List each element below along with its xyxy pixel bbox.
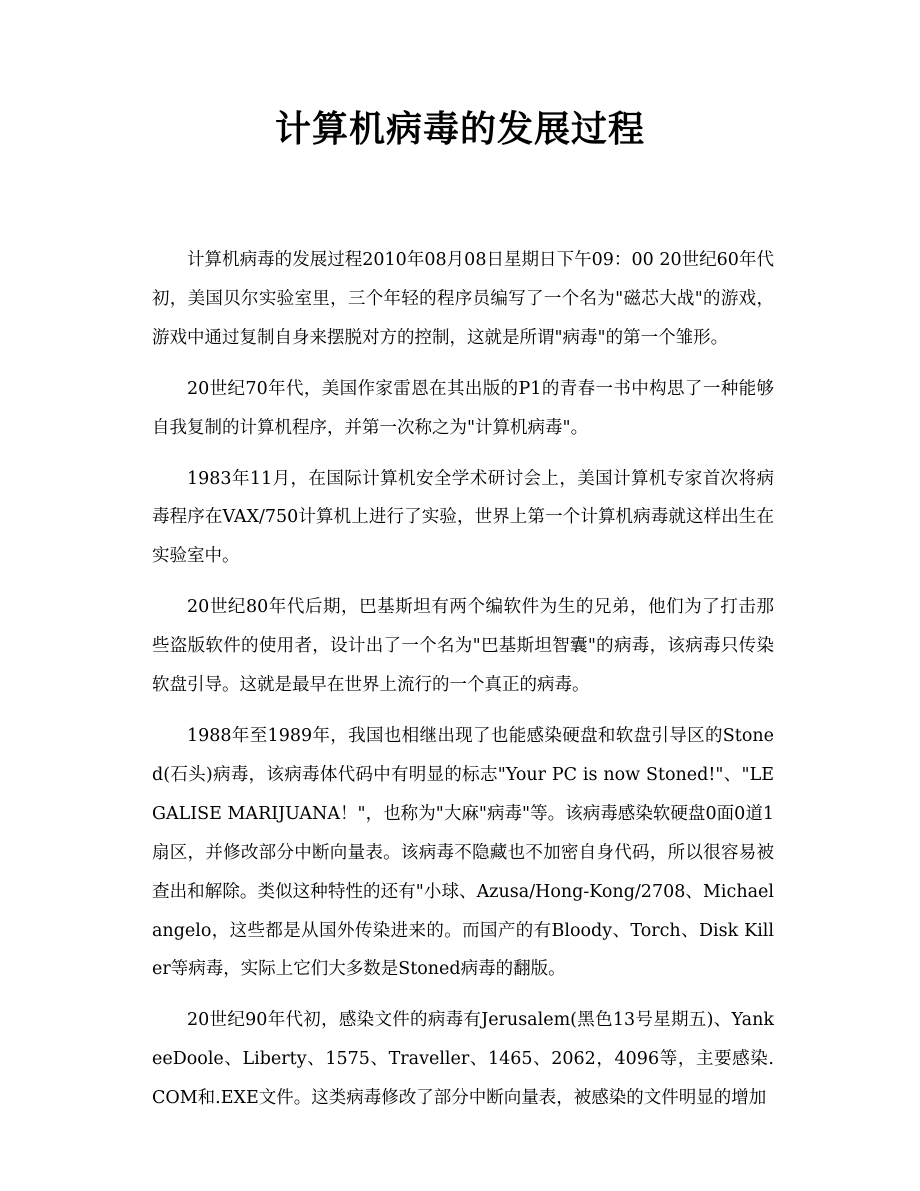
paragraph-1980s-brain-virus: 20世纪80年代后期，巴基斯坦有两个编软件为生的兄弟，他们为了打击那些盗版软件的使用者，设计出了一个名为"巴基斯坦智囊"的病毒，该病毒只传染软盘引导。这就是最早在世界上流行的一个真正的病毒。 [152,597,774,696]
paragraph-1983-experiment: 1983年11月，在国际计算机安全学术研讨会上，美国计算机专家首次将病毒程序在VAX/750计算机上进行了实验，世界上第一个计算机病毒就这样出生在实验室中。 [152,468,774,567]
paragraph-1960s-origin: 计算机病毒的发展过程2010年08月08日星期日下午09：00 20世纪60年代初，美国贝尔实验室里，三个年轻的程序员编写了一个名为"磁芯大战"的游戏，游戏中通过复制自身来摆脱对方的控制，这就是所谓"病毒"的第一个雏形。 [152,250,774,348]
document-title: 计算机病毒的发展过程 [274,108,645,150]
document-body [152,241,774,1130]
paragraph-1990s-file-viruses: 20世纪90年代初，感染文件的病毒有Jerusalem(黑色13号星期五)、YankeeDoole、Liberty、1575、Traveller、1465、2062，4096等，主要感染.COM和.EXE文件。这类病毒修改了部分中断向量表，被感染的文件明显的增加 [152,1010,774,1109]
paragraph-1970s-term: 20世纪70年代，美国作家雷恩在其出版的P1的青春一书中构思了一种能够自我复制的计算机程序，并第一次称之为"计算机病毒"。 [152,378,774,438]
paragraph-stoned-virus: 1988年至1989年，我国也相继出现了也能感染硬盘和软盘引导区的Stoned(石头)病毒，该病毒体代码中有明显的标志"Your PC is now Stoned!"、"LEGALISE MARIJUANA！"，也称为"大麻"病毒"等。该病毒感染软硬盘0面0道1扇区，并修改部分中断向量表。该病毒不隐藏也不加密自身代码，所以很容易被查出和解除。类似这种特性的还有"小球、Azusa/Hong-Kong/2708、Michaelangelo，这些都是从国外传染进来的。而国产的有Bloody、Torch、Disk Killer等病毒，实际上它们大多数是Stoned病毒的翻版。 [152,725,774,980]
